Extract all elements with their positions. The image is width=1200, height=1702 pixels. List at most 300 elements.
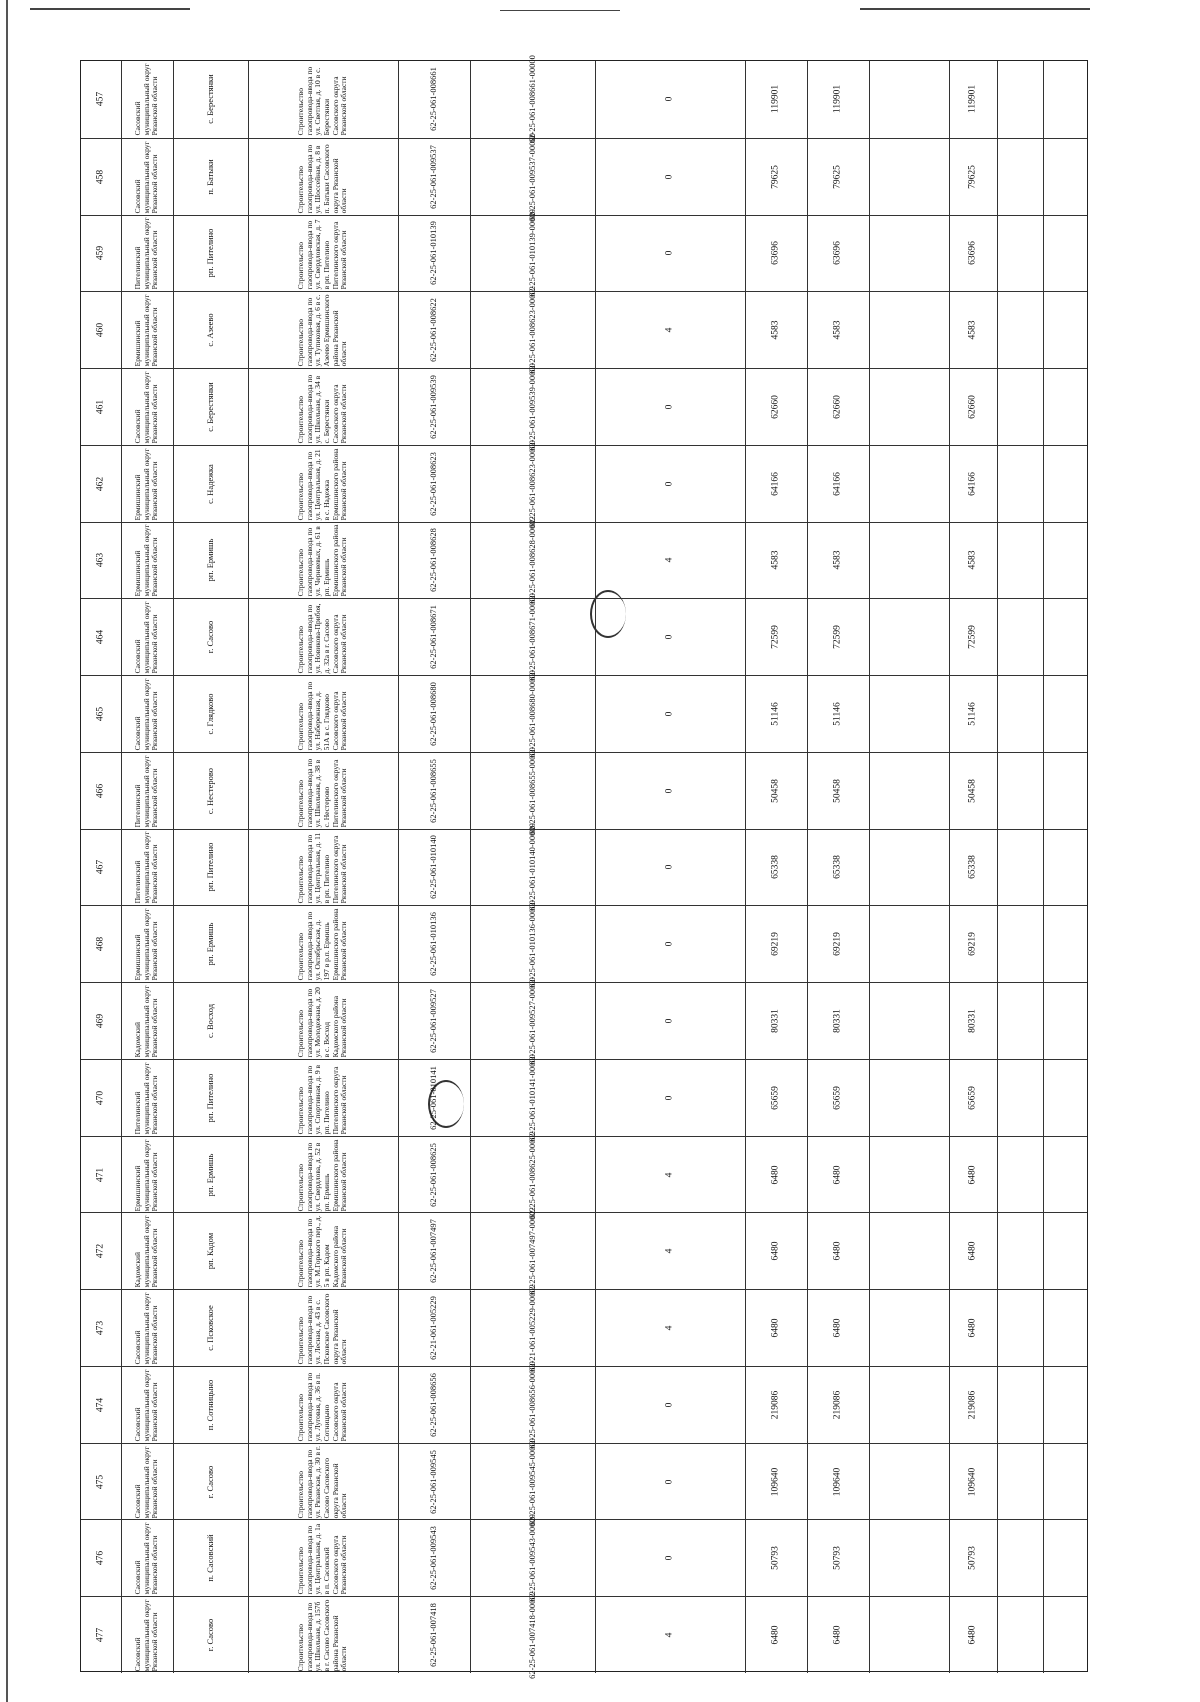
cell-text-flag: 4 bbox=[664, 558, 675, 563]
cell-text-v2: 6480 bbox=[832, 1318, 843, 1338]
table-cell-district bbox=[121, 292, 173, 368]
table-cell-v2 bbox=[807, 753, 869, 829]
table-cell-locality bbox=[173, 1137, 248, 1213]
table-cell-flag bbox=[595, 216, 745, 292]
table-row bbox=[81, 439, 1087, 528]
cell-text-object: Строительство газопровода-ввода по ул. Свердловская, д. 7 в рп. Пителино Пителинского округа Рязанской области bbox=[296, 219, 349, 290]
table-cell-cad bbox=[398, 369, 470, 445]
cell-text-n: 471 bbox=[95, 1167, 106, 1182]
table-cell-v1 bbox=[745, 1290, 807, 1366]
table-cell-cad bbox=[398, 61, 470, 138]
table-cell-e1 bbox=[869, 292, 949, 368]
table-cell-n bbox=[81, 983, 121, 1059]
table-cell-locality bbox=[173, 1367, 248, 1443]
table-cell-v1 bbox=[745, 1213, 807, 1289]
cell-text-v1: 62660 bbox=[770, 395, 781, 419]
table-cell-e2 bbox=[997, 1213, 1043, 1289]
table-cell-v1 bbox=[745, 369, 807, 445]
table-row bbox=[81, 823, 1087, 912]
cell-text-flag: 4 bbox=[664, 1172, 675, 1177]
cell-text-locality: рп. Ермишь bbox=[204, 539, 215, 582]
table-cell-object bbox=[248, 216, 398, 292]
table-cell-v1 bbox=[745, 599, 807, 675]
cell-text-v1: 65338 bbox=[770, 855, 781, 880]
table-cell-num bbox=[470, 900, 595, 989]
table-row bbox=[81, 516, 1087, 605]
table-cell-e3 bbox=[1043, 1137, 1089, 1213]
cell-text-locality: рп. Пителино bbox=[204, 228, 215, 278]
table-cell-num bbox=[470, 1130, 595, 1219]
table-cell-district bbox=[121, 599, 173, 675]
table-cell-num bbox=[470, 286, 595, 375]
cell-text-v2: 6480 bbox=[832, 1165, 843, 1185]
cell-text-cad: 62-25-061-009537 bbox=[428, 144, 439, 209]
table-cell-locality bbox=[173, 830, 248, 906]
table-cell-v2 bbox=[807, 1597, 869, 1673]
table-cell-num bbox=[470, 132, 595, 221]
table-cell-cad bbox=[398, 1520, 470, 1596]
cell-text-object: Строительство газопровода-ввода по ул. Новикова-Прибоя, д. 32а в г. Сасово Сасовского округа Рязанской области bbox=[296, 603, 349, 674]
table-cell-v3 bbox=[949, 216, 997, 292]
cell-text-v2: 72599 bbox=[832, 625, 843, 650]
table-cell-district bbox=[121, 523, 173, 599]
table-cell-flag bbox=[595, 906, 745, 982]
table-cell-v3 bbox=[949, 1213, 997, 1289]
table-row bbox=[81, 1130, 1087, 1219]
table-cell-n bbox=[81, 1367, 121, 1443]
cell-text-v2: 80331 bbox=[832, 1009, 843, 1033]
table-cell-e2 bbox=[997, 906, 1043, 982]
table-cell-e3 bbox=[1043, 1597, 1089, 1673]
table-cell-num bbox=[470, 1207, 595, 1296]
table-cell-n bbox=[81, 1060, 121, 1136]
table-row bbox=[81, 209, 1087, 298]
table-cell-district bbox=[121, 1290, 173, 1366]
table-cell-district bbox=[121, 446, 173, 522]
cell-text-v3: 63696 bbox=[967, 241, 978, 266]
table-cell-v2 bbox=[807, 676, 869, 752]
table-cell-flag bbox=[595, 1597, 745, 1673]
table-cell-cad bbox=[398, 1597, 470, 1673]
cell-text-object: Строительство газопровода-ввода по ул. М.Горького пер., д. 5 в рп. Кадом Кадомского района Рязанской области bbox=[296, 1215, 349, 1288]
table-cell-e3 bbox=[1043, 830, 1089, 906]
table-cell-v2 bbox=[807, 1520, 869, 1596]
table-cell-flag bbox=[595, 292, 745, 368]
table-cell-e2 bbox=[997, 523, 1043, 599]
table-cell-locality bbox=[173, 1290, 248, 1366]
table-cell-v2 bbox=[807, 830, 869, 906]
cell-text-district: Сасовский муниципальный округ Рязанской области bbox=[133, 63, 160, 136]
cell-text-district: Ермишинский муниципальный округ Рязанской области bbox=[133, 524, 160, 597]
cell-text-v3: 62660 bbox=[967, 395, 978, 419]
cell-text-v3: 51146 bbox=[967, 702, 978, 726]
table-cell-e2 bbox=[997, 446, 1043, 522]
table-cell-object bbox=[248, 523, 398, 599]
cell-text-district: Сасовский муниципальный округ Рязанской области bbox=[133, 141, 160, 213]
table-row bbox=[81, 670, 1087, 758]
table-cell-cad bbox=[398, 753, 470, 829]
table-cell-e1 bbox=[869, 830, 949, 906]
cell-text-v1: 109640 bbox=[770, 1467, 781, 1496]
cell-text-cad: 62-25-061-010140 bbox=[428, 835, 439, 900]
cell-text-n: 460 bbox=[95, 323, 106, 338]
cell-text-flag: 0 bbox=[664, 1095, 675, 1101]
table-cell-e3 bbox=[1043, 1520, 1089, 1596]
cell-text-district: Сасовский муниципальный округ Рязанской области bbox=[133, 371, 160, 444]
table-cell-v1 bbox=[745, 753, 807, 829]
table-cell-n bbox=[81, 599, 121, 675]
cell-text-v1: 4583 bbox=[770, 550, 781, 570]
cell-text-num: 62-25-061-007497-00002 bbox=[526, 1207, 537, 1296]
table-cell-num bbox=[470, 1284, 595, 1372]
table-cell-v1 bbox=[745, 1137, 807, 1213]
table-cell-cad bbox=[398, 1137, 470, 1213]
cell-text-n: 459 bbox=[95, 246, 106, 261]
table-cell-cad bbox=[398, 830, 470, 906]
table-cell-e3 bbox=[1043, 1060, 1089, 1136]
cell-text-v2: 50793 bbox=[832, 1546, 843, 1571]
table-cell-e1 bbox=[869, 753, 949, 829]
table-cell-v3 bbox=[949, 1597, 997, 1673]
table-cell-cad bbox=[398, 1213, 470, 1289]
table-cell-v3 bbox=[949, 676, 997, 752]
table-cell-e2 bbox=[997, 1367, 1043, 1443]
cell-text-num: 62-25-061-008656-00000 bbox=[526, 1360, 537, 1449]
cell-text-object: Строительство газопровода-ввода по ул. Спортивная, д. 9 в рп. Пителино Пителинского округа Рязанской области bbox=[296, 1064, 349, 1135]
table-cell-num bbox=[470, 55, 595, 144]
table-cell-object bbox=[248, 599, 398, 675]
table-cell-e2 bbox=[997, 599, 1043, 675]
cell-text-object: Строительство газопровода-ввода по ул. Свердлова, д. 52 в рп. Ермишь Ермишинского района Рязанской области bbox=[296, 1139, 349, 1211]
table-cell-v1 bbox=[745, 1444, 807, 1520]
cell-text-flag: 4 bbox=[664, 1325, 675, 1331]
cell-text-object: Строительство газопровода-ввода по ул. Молодежная, д. 20 в с. Восход Кадомского района Рязанской области bbox=[296, 987, 349, 1058]
table-cell-cad bbox=[398, 1290, 470, 1366]
table-cell-district bbox=[121, 1137, 173, 1213]
table-cell-e3 bbox=[1043, 1213, 1089, 1289]
table-cell-v1 bbox=[745, 1367, 807, 1443]
table-cell-flag bbox=[595, 983, 745, 1059]
table-cell-district bbox=[121, 983, 173, 1059]
table-cell-e1 bbox=[869, 1597, 949, 1673]
cell-text-v1: 50793 bbox=[770, 1546, 781, 1571]
table-cell-district bbox=[121, 369, 173, 445]
table-cell-locality bbox=[173, 216, 248, 292]
cell-text-v1: 64166 bbox=[770, 471, 781, 496]
table-cell-e1 bbox=[869, 139, 949, 215]
cell-text-v1: 80331 bbox=[770, 1009, 781, 1033]
table-cell-v2 bbox=[807, 61, 869, 138]
table-cell-e3 bbox=[1043, 599, 1089, 675]
table-cell-e1 bbox=[869, 1290, 949, 1366]
table-cell-n bbox=[81, 1290, 121, 1366]
table-cell-v1 bbox=[745, 446, 807, 522]
table-cell-e1 bbox=[869, 1367, 949, 1443]
cell-text-v3: 64166 bbox=[967, 471, 978, 496]
cell-text-v2: 4583 bbox=[832, 320, 843, 340]
table-row bbox=[81, 286, 1087, 375]
cell-text-locality: п. Сотницыно bbox=[204, 1379, 215, 1431]
cell-text-v2: 4583 bbox=[832, 550, 843, 570]
table-cell-e2 bbox=[997, 1290, 1043, 1366]
cell-text-flag: 4 bbox=[664, 1632, 675, 1638]
table-cell-e3 bbox=[1043, 1444, 1089, 1520]
table-row bbox=[81, 900, 1087, 989]
table-cell-district bbox=[121, 139, 173, 215]
cell-text-district: Сасовский муниципальный округ Рязанской области bbox=[133, 601, 160, 674]
cell-text-district: Ермишинский муниципальный округ Рязанской области bbox=[133, 294, 160, 367]
table-cell-v1 bbox=[745, 1060, 807, 1136]
table-cell-e2 bbox=[997, 1444, 1043, 1520]
cell-text-num: 62-25-061-009545-00000 bbox=[526, 1437, 537, 1526]
cell-text-n: 458 bbox=[95, 169, 106, 184]
cell-text-n: 477 bbox=[95, 1627, 106, 1643]
table-cell-n bbox=[81, 1597, 121, 1673]
cell-text-v3: 119901 bbox=[967, 85, 978, 114]
cell-text-v2: 79625 bbox=[832, 164, 843, 189]
table-cell-locality bbox=[173, 61, 248, 138]
table-cell-district bbox=[121, 216, 173, 292]
table-cell-cad bbox=[398, 983, 470, 1059]
cell-text-district: Ермишинский муниципальный округ Рязанской области bbox=[133, 448, 160, 521]
table-cell-district bbox=[121, 830, 173, 906]
table-cell-e1 bbox=[869, 599, 949, 675]
cell-text-n: 472 bbox=[95, 1244, 106, 1259]
table-cell-cad bbox=[398, 446, 470, 522]
cell-text-cad: 62-25-061-007497 bbox=[428, 1219, 439, 1284]
table-cell-n bbox=[81, 906, 121, 982]
table-cell-flag bbox=[595, 523, 745, 599]
cell-text-district: Ермишинский муниципальный округ Рязанской области bbox=[133, 908, 160, 981]
table-cell-flag bbox=[595, 61, 745, 138]
cell-text-flag: 0 bbox=[664, 97, 675, 102]
table-cell-e2 bbox=[997, 830, 1043, 906]
cell-text-n: 474 bbox=[95, 1397, 106, 1412]
scan-artifact-left-edge bbox=[6, 0, 8, 1702]
cell-text-cad: 62-25-061-009545 bbox=[428, 1449, 439, 1514]
table-cell-flag bbox=[595, 446, 745, 522]
table-cell-locality bbox=[173, 1444, 248, 1520]
table-cell-object bbox=[248, 1213, 398, 1289]
table-cell-v2 bbox=[807, 1137, 869, 1213]
cell-text-flag: 0 bbox=[664, 1555, 675, 1561]
table-cell-n bbox=[81, 446, 121, 522]
table-row bbox=[81, 132, 1087, 221]
table-cell-locality bbox=[173, 523, 248, 599]
table-cell-e3 bbox=[1043, 983, 1089, 1059]
table-cell-locality bbox=[173, 753, 248, 829]
table-cell-object bbox=[248, 830, 398, 906]
table-cell-v3 bbox=[949, 292, 997, 368]
cell-text-v1: 4583 bbox=[770, 320, 781, 340]
table-cell-locality bbox=[173, 1520, 248, 1596]
table-cell-v2 bbox=[807, 1060, 869, 1136]
table-cell-locality bbox=[173, 1597, 248, 1673]
cell-text-v3: 4583 bbox=[967, 550, 978, 570]
cell-text-district: Сасовский муниципальный округ Рязанской области bbox=[133, 1446, 160, 1518]
cell-text-flag: 0 bbox=[664, 865, 675, 870]
cell-text-cad: 62-25-061-008623 bbox=[428, 451, 439, 516]
table-cell-cad bbox=[398, 139, 470, 215]
table-cell-cad bbox=[398, 906, 470, 982]
cell-text-v2: 219086 bbox=[832, 1390, 843, 1420]
cell-text-v2: 63696 bbox=[832, 241, 843, 266]
table-cell-flag bbox=[595, 139, 745, 215]
table-cell-v2 bbox=[807, 523, 869, 599]
table-cell-v3 bbox=[949, 753, 997, 829]
table-row bbox=[81, 1284, 1087, 1372]
table-cell-num bbox=[470, 209, 595, 298]
table-cell-n bbox=[81, 1520, 121, 1596]
cell-text-object: Строительство газопровода-ввода по ул. Октябрьская, д. 197 в р.п. Ермишь Ермишинского района Рязанской области bbox=[296, 908, 349, 981]
cell-text-n: 457 bbox=[95, 92, 106, 107]
cell-text-n: 465 bbox=[95, 706, 106, 722]
cell-text-locality: рп. Кадом bbox=[204, 1233, 215, 1270]
table-cell-locality bbox=[173, 1213, 248, 1289]
table-cell-e1 bbox=[869, 983, 949, 1059]
cell-text-district: Кадомский муниципальный округ Рязанской области bbox=[133, 985, 160, 1058]
cell-text-district: Ермишинский муниципальный округ Рязанской области bbox=[133, 1138, 160, 1211]
table-cell-num bbox=[470, 1053, 595, 1142]
table-cell-e2 bbox=[997, 983, 1043, 1059]
cell-text-object: Строительство газопровода-ввода по ул. Тупиковая, д. 6 в с. Азеево Ермишинского района Рязанской области bbox=[296, 294, 349, 367]
table-cell-district bbox=[121, 1213, 173, 1289]
table-cell-n bbox=[81, 1444, 121, 1520]
table-cell-v1 bbox=[745, 139, 807, 215]
table-cell-locality bbox=[173, 446, 248, 522]
cell-text-v2: 6480 bbox=[832, 1625, 843, 1645]
table-cell-v2 bbox=[807, 446, 869, 522]
table-row bbox=[81, 1591, 1087, 1680]
cell-text-n: 466 bbox=[95, 783, 106, 798]
cell-text-num: 62-25-061-010140-00000 bbox=[526, 823, 537, 912]
table-cell-v3 bbox=[949, 1137, 997, 1213]
cell-text-num: 62-25-061-009527-00000 bbox=[526, 977, 537, 1065]
table-cell-district bbox=[121, 61, 173, 138]
cell-text-v1: 6480 bbox=[770, 1625, 781, 1645]
cell-text-cad: 62-25-061-010139 bbox=[428, 221, 439, 286]
table-cell-v3 bbox=[949, 983, 997, 1059]
table-cell-locality bbox=[173, 369, 248, 445]
cell-text-v2: 62660 bbox=[832, 395, 843, 419]
cell-text-v1: 6480 bbox=[770, 1165, 781, 1185]
cell-text-cad: 62-25-061-009543 bbox=[428, 1526, 439, 1591]
table-cell-e2 bbox=[997, 676, 1043, 752]
table-cell-district bbox=[121, 1520, 173, 1596]
cell-text-district: Кадомский муниципальный округ Рязанской области bbox=[133, 1215, 160, 1288]
table-row bbox=[81, 746, 1087, 835]
table-cell-e2 bbox=[997, 753, 1043, 829]
table-cell-e3 bbox=[1043, 676, 1089, 752]
cell-text-flag: 0 bbox=[664, 481, 675, 487]
table-cell-e3 bbox=[1043, 523, 1089, 599]
table-cell-e1 bbox=[869, 523, 949, 599]
table-cell-v1 bbox=[745, 61, 807, 138]
table-cell-flag bbox=[595, 1520, 745, 1596]
table-cell-v3 bbox=[949, 446, 997, 522]
cell-text-object: Строительство газопровода-ввода по ул. Лесная, д. 43 в с. Псковское Сасовского округа Рязанской области bbox=[296, 1293, 349, 1365]
table-cell-v1 bbox=[745, 292, 807, 368]
cell-text-district: Пителинский муниципальный округ Рязанской области bbox=[133, 217, 160, 290]
cell-text-district: Сасовский муниципальный округ Рязанской области bbox=[133, 1522, 160, 1595]
table-cell-e1 bbox=[869, 61, 949, 138]
cell-text-v1: 65659 bbox=[770, 1085, 781, 1110]
table-cell-n bbox=[81, 292, 121, 368]
table-cell-object bbox=[248, 1290, 398, 1366]
table-cell-object bbox=[248, 61, 398, 138]
cell-text-n: 468 bbox=[95, 937, 106, 952]
cell-text-district: Сасовский муниципальный округ Рязанской области bbox=[133, 678, 160, 751]
table-row bbox=[81, 593, 1087, 682]
cell-text-num: 62-25-061-008623-00000 bbox=[526, 439, 537, 528]
cell-text-n: 463 bbox=[95, 553, 106, 568]
cell-text-num: 62-25-061-008625-00002 bbox=[526, 1130, 537, 1219]
table-cell-flag bbox=[595, 830, 745, 906]
cell-text-flag: 0 bbox=[664, 711, 675, 717]
cell-text-district: Сасовский муниципальный округ Рязанской области bbox=[133, 1599, 160, 1672]
cell-text-locality: с. Берестянки bbox=[204, 74, 215, 125]
cell-text-flag: 0 bbox=[664, 1479, 675, 1484]
cell-text-locality: п. Сасовский bbox=[204, 1534, 215, 1582]
table-cell-v1 bbox=[745, 1520, 807, 1596]
cell-text-object: Строительство газопровода-ввода по ул. Центральная, д. 1а в п. Сасовский Сасовского округа Рязанской области bbox=[296, 1524, 349, 1595]
cell-text-object: Строительство газопровода-ввода по ул. Шоссейная, д. 8 в п. Батыки Сасовского округа Рязанской области bbox=[296, 144, 349, 213]
table-cell-flag bbox=[595, 1213, 745, 1289]
table-cell-e2 bbox=[997, 1597, 1043, 1673]
table-cell-object bbox=[248, 1520, 398, 1596]
table-row bbox=[81, 55, 1087, 144]
table-cell-e1 bbox=[869, 676, 949, 752]
table-cell-flag bbox=[595, 1290, 745, 1366]
cell-text-flag: 0 bbox=[664, 634, 675, 640]
table-cell-district bbox=[121, 1367, 173, 1443]
table-cell-v3 bbox=[949, 61, 997, 138]
cell-text-v1: 79625 bbox=[770, 164, 781, 189]
cell-text-locality: с. Азеево bbox=[204, 313, 215, 347]
table-cell-v2 bbox=[807, 139, 869, 215]
cell-text-num: 62-25-061-008671-00000 bbox=[526, 593, 537, 682]
table-cell-v1 bbox=[745, 676, 807, 752]
cell-text-num: 62-25-061-010136-00000 bbox=[526, 900, 537, 989]
table-cell-e1 bbox=[869, 906, 949, 982]
cell-text-n: 470 bbox=[95, 1090, 106, 1105]
table-row bbox=[81, 977, 1087, 1065]
cell-text-num: 62-25-061-008655-00000 bbox=[526, 746, 537, 835]
table-cell-v2 bbox=[807, 216, 869, 292]
table-cell-v3 bbox=[949, 1367, 997, 1443]
table-cell-flag bbox=[595, 676, 745, 752]
table-cell-v3 bbox=[949, 906, 997, 982]
table-cell-e3 bbox=[1043, 139, 1089, 215]
table-cell-v2 bbox=[807, 1367, 869, 1443]
table-cell-cad bbox=[398, 599, 470, 675]
cell-text-v3: 4583 bbox=[967, 320, 978, 340]
cell-text-locality: с. Глядково bbox=[204, 693, 215, 735]
cell-text-district: Пителинский муниципальный округ Рязанской области bbox=[133, 1062, 160, 1135]
table-cell-v3 bbox=[949, 523, 997, 599]
table-cell-n bbox=[81, 369, 121, 445]
cell-text-v3: 72599 bbox=[967, 625, 978, 650]
table-cell-v3 bbox=[949, 369, 997, 445]
cell-text-v2: 51146 bbox=[832, 702, 843, 726]
table-cell-cad bbox=[398, 676, 470, 752]
table-row bbox=[81, 1437, 1087, 1526]
cell-text-district: Сасовский муниципальный округ Рязанской области bbox=[133, 1292, 160, 1365]
table-cell-num bbox=[470, 823, 595, 912]
cell-text-flag: 0 bbox=[664, 788, 675, 794]
table-cell-n bbox=[81, 830, 121, 906]
cell-text-v3: 6480 bbox=[967, 1318, 978, 1338]
